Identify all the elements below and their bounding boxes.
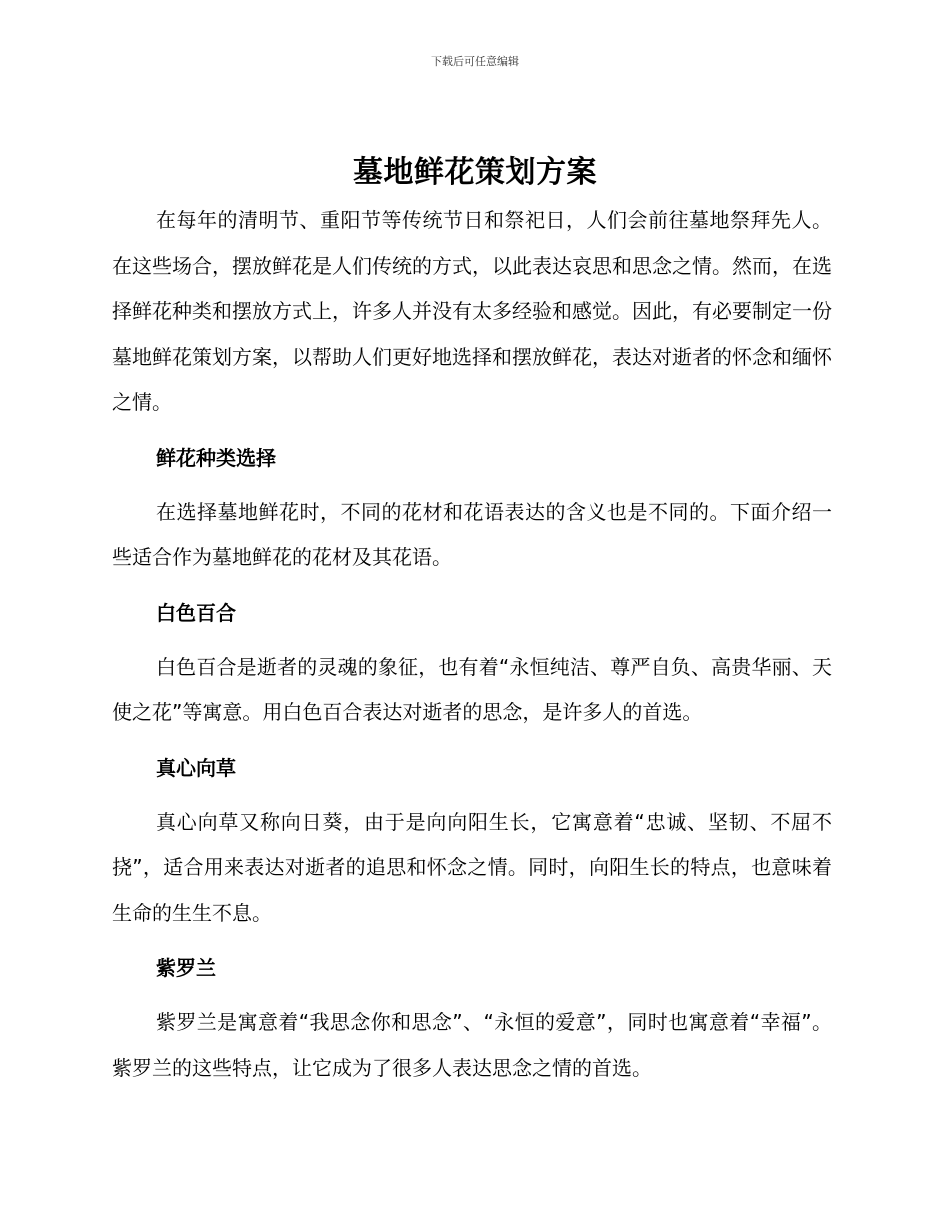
document-body <box>112 198 832 1091</box>
flower-heading-sunflower: 真心向草 <box>156 755 236 780</box>
section-heading-flower-selection: 鲜花种类选择 <box>156 445 276 470</box>
flower-heading-white-lily: 白色百合 <box>156 600 236 625</box>
section-paragraph-flower-selection: 在选择墓地鲜花时，不同的花材和花语表达的含义也是不同的。下面介绍一些适合作为墓地鲜花的花材及其花语。 <box>112 499 832 569</box>
flower-paragraph-sunflower: 真心向草又称向日葵，由于是向向阳生长，它寓意着“忠诚、坚韧、不屈不挠”，适合用来表达对逝者的追思和怀念之情。同时，向阳生长的特点，也意味着生命的生生不息。 <box>112 809 832 925</box>
page-header-note: 下载后可任意编辑 <box>431 55 519 68</box>
flower-paragraph-white-lily: 白色百合是逝者的灵魂的象征，也有着“永恒纯洁、尊严自负、高贵华丽、天使之花”等寓意。用白色百合表达对逝者的思念，是许多人的首选。 <box>112 654 832 724</box>
document-title: 墓地鲜花策划方案 <box>353 155 597 190</box>
flower-heading-violet: 紫罗兰 <box>156 956 216 980</box>
flower-paragraph-violet: 紫罗兰是寓意着“我思念你和思念”、“永恒的爱意”，同时也寓意着“幸福”。紫罗兰的这些特点，让它成为了很多人表达思念之情的首选。 <box>112 1010 832 1080</box>
intro-paragraph: 在每年的清明节、重阳节等传统节日和祭祀日，人们会前往墓地祭拜先人。在这些场合，摆放鲜花是人们传统的方式，以此表达哀思和思念之情。然而，在选择鲜花种类和摆放方式上，许多人并没有太多经验和感觉。因此，有必要制定一份墓地鲜花策划方案，以帮助人们更好地选择和摆放鲜花，表达对逝者的怀念和缅怀之情。 <box>112 208 832 414</box>
